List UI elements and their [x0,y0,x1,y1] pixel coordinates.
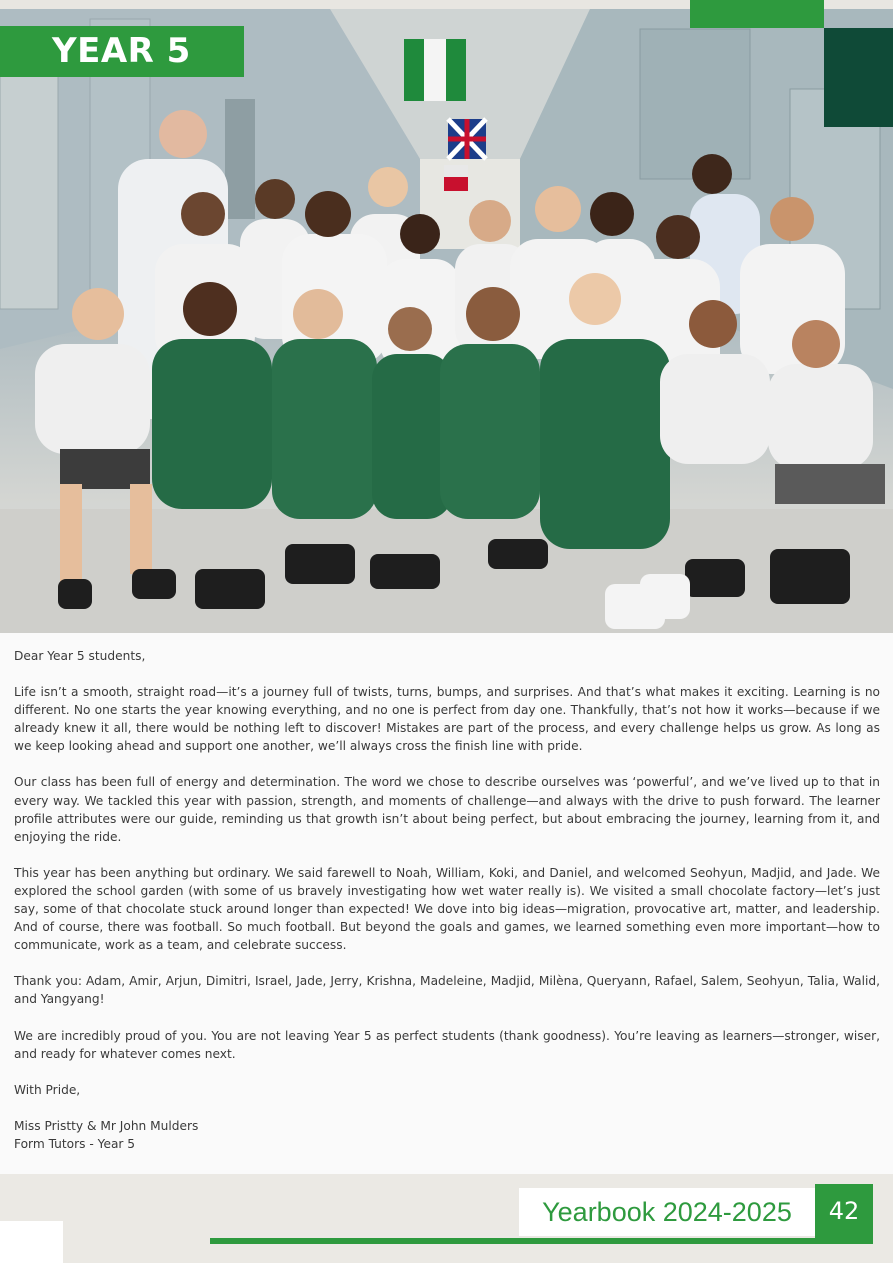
year-banner-label: YEAR 5 [52,31,191,71]
letter-paragraph: Thank you: Adam, Amir, Arjun, Dimitri, Israel, Jade, Jerry, Krishna, Madeleine, Madjid, Milèna, Queryann, Rafael, Salem, Seohyun, Talia, Walid, and Yangyang! [14,974,880,1007]
signature-names: Miss Pristty & Mr John Mulders [14,1118,199,1133]
top-accent-bar [690,0,824,28]
letter-greeting: Dear Year 5 students, [14,649,146,663]
letter-paragraph: We are incredibly proud of you. You are not leaving Year 5 as perfect students (thank goodness). You’re leaving as learners—stronger, wiser, and ready for whatever comes next. [14,1028,880,1061]
year-banner [0,26,244,77]
footer-rule [210,1238,873,1244]
corner-accent-block [824,28,893,127]
class-photo [0,9,893,633]
letter-body [0,633,893,1174]
yearbook-title: Yearbook 2024-2025 [519,1188,815,1236]
letter-paragraph: This year has been anything but ordinary. We said farewell to Noah, William, Koki, and Daniel, and welcomed Seohyun, Madjid, and Jade. We explored the school garden (with some of us bravely investigating how wet water really is). We visited a small chocolate factory—let’s just say, some of that chocolate stuck around longer than expected! We dove into big ideas—migration, provocative art, matter, and leadership. And of course, there was football. So much football. But beyond the goals and games, we learned something even more important—how to communicate, work as a team, and celebrate success. [14,865,880,953]
footer-corner-block [0,1221,63,1263]
signature-role: Form Tutors - Year 5 [14,1136,136,1151]
letter-paragraph: Our class has been full of energy and determination. The word we chose to describe ourselves was ‘powerful’, and we’ve lived up to that in every way. We tackled this year with passion, strength, and moments of challenge—and always with the drive to push forward. The learner profile attributes were our guide, reminding us that growth isn’t about being perfect, but about embracing the journey, learning from it, and enjoying the ride. [14,775,880,844]
page-number: 42 [815,1184,873,1239]
letter-paragraph: Life isn’t a smooth, straight road—it’s a journey full of twists, turns, bumps, and surprises. And that’s what makes it exciting. Learning is no different. No one starts the year knowing everything, and no one is perfect from day one. Thankfully, that’s not how it works—because if we already knew it all, there would be nothing left to discover! Mistakes are part of the process, and every challenge helps us grow. As long as we keep looking ahead and support one another, we’ll always cross the finish line with pride. [14,685,880,754]
class-photo-illustration [0,9,893,633]
letter-closing: With Pride, [14,1082,81,1097]
